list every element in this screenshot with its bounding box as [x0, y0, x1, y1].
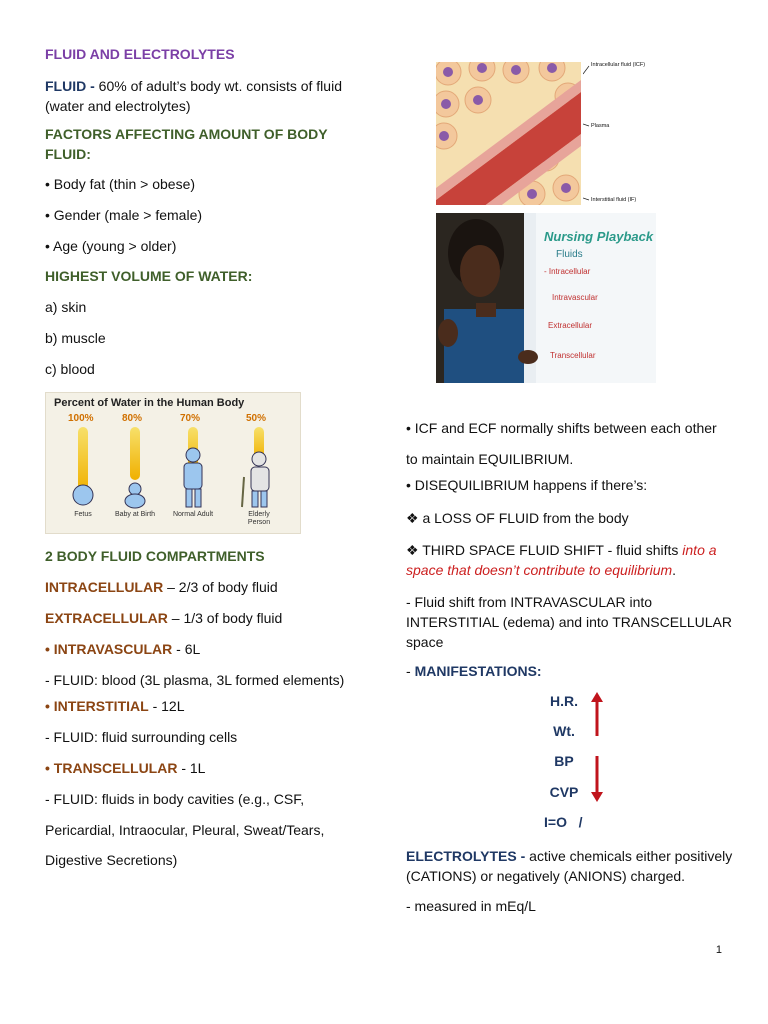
intracellular-text: – 2/3 of body fluid [163, 579, 278, 595]
board-text: - Intracellular [544, 267, 591, 276]
arrow-up-head-icon [591, 692, 603, 702]
board-text: Extracellular [548, 321, 593, 330]
loss-item: ❖ a LOSS OF FLUID from the body [406, 510, 629, 526]
manifestation-item: I=O / [544, 814, 583, 830]
figure-caption: Elderly Person [247, 511, 271, 526]
vessel-illustration [436, 62, 581, 205]
pct-label: 100% [68, 413, 94, 424]
doc-title: FLUID AND ELECTROLYTES [45, 46, 235, 62]
interstitial-text: - 12L [148, 698, 185, 714]
page-number: 1 [715, 944, 722, 956]
intracellular-label: INTRACELLULAR [45, 579, 164, 595]
right-column [406, 413, 732, 681]
manifestation-item: H.R. [550, 693, 578, 709]
board-text: Intravascular [552, 293, 598, 302]
third-space-prefix: ❖ THIRD SPACE FLUID SHIFT - fluid shifts [406, 542, 683, 558]
third-space-emphasis: into a space that doesn’t contribute to equilibrium [406, 542, 717, 578]
diagram-label: Intracellular fluid (ICF) [591, 62, 646, 68]
electrolytes-label: ELECTROLYTES - [406, 848, 526, 864]
intravascular-label: • INTRAVASCULAR [45, 641, 173, 657]
figure-caption: Baby at Birth [114, 511, 156, 518]
transcellular-label: • TRANSCELLULAR [45, 760, 178, 776]
board-text: Transcellular [550, 351, 596, 360]
interstitial-fluid: - FLUID: fluid surrounding cells [45, 729, 238, 745]
diagram-label: Plasma [591, 123, 610, 129]
highest-heading: HIGHEST VOLUME OF WATER: [45, 268, 253, 284]
fluid-label: FLUID - [45, 78, 95, 94]
water-percent-figure [45, 392, 301, 534]
intravascular-line [45, 639, 365, 659]
fluid-definition [45, 76, 365, 116]
arrows-graphic [588, 692, 608, 804]
extracellular-label: EXTRACELLULAR [45, 610, 168, 626]
left-column [45, 44, 365, 876]
interstitial-line [45, 696, 365, 716]
vessel-diagram [436, 62, 646, 205]
figure-caption: Normal Adult [172, 511, 214, 518]
extracellular-line [45, 608, 365, 628]
diagram-label: Interstitial fluid (IF) [591, 197, 637, 203]
manifestation-item: Wt. [553, 723, 575, 739]
board-text: Fluids [556, 249, 583, 260]
lecture-photo [436, 213, 656, 383]
third-space-item [406, 540, 732, 580]
transcellular-line [45, 758, 365, 778]
figure-caption: Fetus [74, 511, 92, 518]
board-text: Nursing Playback [544, 229, 654, 244]
pct-label: 80% [122, 413, 143, 424]
transcellular-fluid: - FLUID: fluids in body cavities (e.g., CSF, Pericardial, Intraocular, Pleural, Sweat/Tears, Digestive Secretions) [45, 791, 325, 868]
manifestation-item: CVP [549, 784, 579, 800]
electrolytes-section [406, 846, 736, 916]
third-space-suffix: . [672, 562, 677, 578]
electrolytes-definition [406, 846, 736, 886]
manifestations-heading: MANIFESTATIONS: [414, 663, 542, 679]
factor-item: • Age (young > older) [45, 238, 177, 254]
intravascular-text: - 6L [172, 641, 201, 657]
factor-item: • Body fat (thin > obese) [45, 176, 196, 192]
electrolytes-text: active chemicals either positively (CATIONS) or negatively (ANIONS) charged. [406, 848, 733, 884]
disequilibrium-note: • DISEQUILIBRIUM happens if there’s: [406, 477, 648, 493]
fluid-shift-note: - Fluid shift from INTRAVASCULAR into INTERSTITIAL (edema) and into TRANSCELLULAR space [406, 594, 733, 650]
arrow-down-head-icon [591, 792, 603, 802]
highest-item: b) muscle [45, 330, 106, 346]
extracellular-text: – 1/3 of body fluid [167, 610, 283, 626]
pct-label: 50% [246, 413, 267, 424]
pct-label: 70% [180, 413, 201, 424]
compartments-heading: 2 BODY FLUID COMPARTMENTS [45, 548, 265, 564]
interstitial-label: • INTERSTITIAL [45, 698, 149, 714]
factor-item: • Gender (male > female) [45, 207, 203, 223]
fluid-text: 60% of adult’s body wt. consists of fluid (water and electrolytes) [45, 78, 342, 114]
manif-prefix: - [406, 663, 415, 679]
transcellular-text: - 1L [177, 760, 206, 776]
highest-item: c) blood [45, 361, 95, 377]
intracellular-line [45, 577, 365, 597]
measured-note: - measured in mEq/L [406, 898, 536, 914]
intravascular-fluid: - FLUID: blood (3L plasma, 3L formed elements) [45, 672, 345, 688]
manifestation-item: BP [554, 753, 574, 769]
shift-note: • ICF and ECF normally shifts between each other to maintain EQUILIBRIUM. [406, 420, 717, 467]
highest-item: a) skin [45, 299, 87, 315]
manifestations-line [406, 661, 732, 681]
diagram-leader-lines [583, 62, 663, 205]
factors-heading: FACTORS AFFECTING AMOUNT OF BODY FLUID: [45, 126, 328, 162]
figure-title: Percent of Water in the Human Body [54, 397, 245, 409]
